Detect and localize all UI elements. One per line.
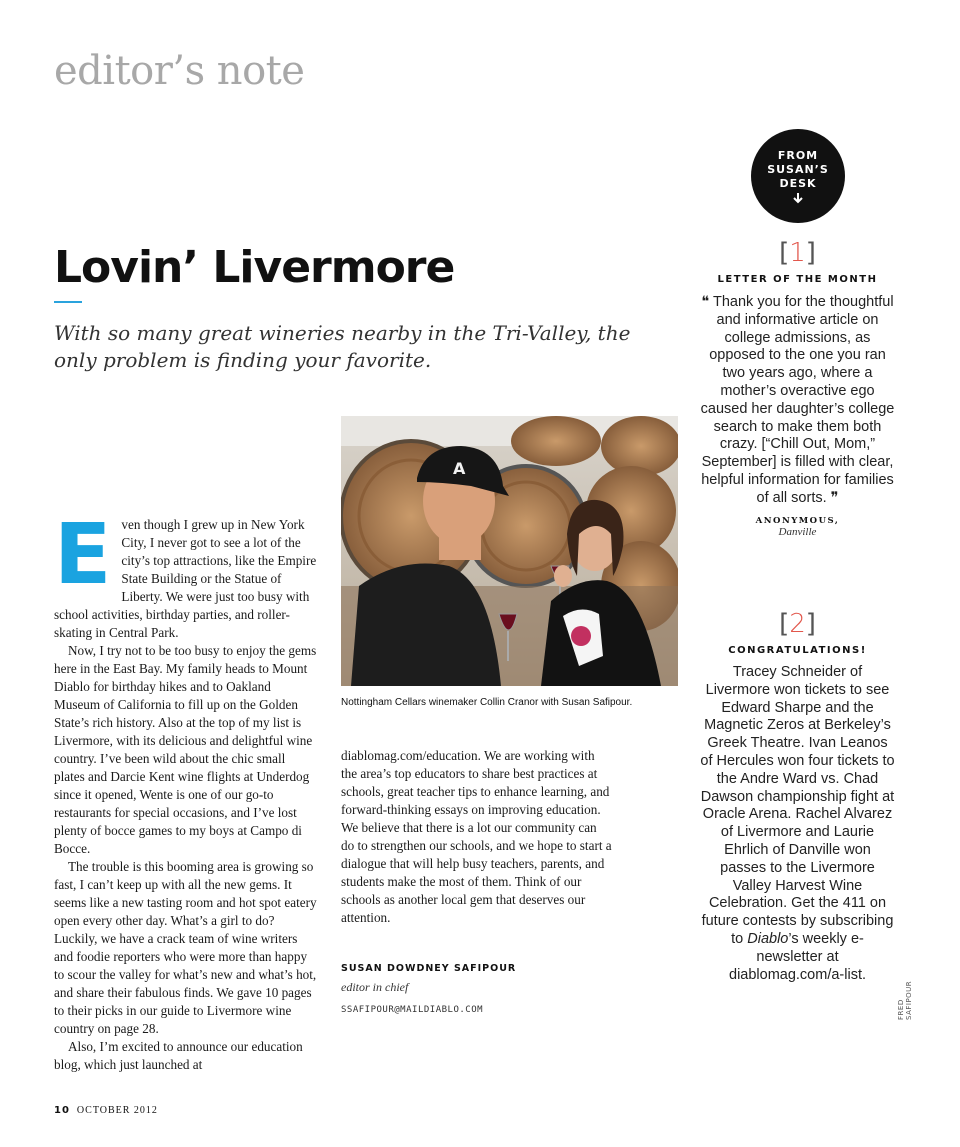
letter-heading: LETTER OF THE MONTH — [717, 274, 878, 285]
photo-illustration — [341, 416, 678, 686]
page-title: Lovin’ Livermore — [54, 242, 455, 293]
issue-date: OCTOBER 2012 — [76, 1105, 158, 1116]
item-number-1: [1] — [779, 238, 816, 268]
item-number-2: [2] — [779, 609, 816, 639]
photo-credit: FRED SAFIPOUR — [897, 980, 913, 1020]
paragraph-1 — [54, 505, 318, 642]
sidebar-item-1 — [700, 238, 895, 538]
paragraph-3: The trouble is this booming area is growing so fast, I can’t keep up with all the new gems. It seems like a new tasting room and hot spot eatery open every other day. What’s a girl to do? Luckily, we have a crack team of wine writers and foodie reporters who were more than happy to scour the valley for what’s new and what’s hot, and share their fabulous finds. We gave 10 pages to their picks in our guide to Livermore wine country on page 28. — [54, 859, 317, 1036]
from-desk-badge — [751, 129, 845, 223]
signature-email: SSAFIPOUR@MAILDIABLO.COM — [341, 1005, 484, 1015]
title-rule — [54, 301, 82, 303]
arrow-down-icon — [792, 192, 804, 204]
badge-line-1: FROM — [777, 149, 819, 162]
section-label: editor’s note — [54, 48, 305, 94]
signature-title: editor in chief — [341, 980, 409, 994]
paragraph-2: Now, I try not to be too busy to enjoy the gems here in the East Bay. My family heads to Mount Diablo for birthday hikes and to Oakland Museum of California to fill up on the Golden State’s rich history. Also at the top of my list is Livermore, with its delicious and delightful wine country. I’ve been wild about the chic small plates and Darcie Kent wine flights at Underdog since it opened, Wente is one of our go-to restaurants for special occasions, and I’ve lost plenty of bocce games to my boys at Campo di Bocce. — [54, 643, 317, 856]
article-column-2 — [341, 747, 613, 927]
drop-cap: E — [54, 505, 112, 603]
congrats-text: Tracey Schneider of Livermore won tickets to see Edward Sharpe and the Magnetic Zeros at Berkeley’s Greek Theatre. Ivan Leanos of Hercules won four tickets to the Andre Ward vs. Chad Dawson championship fight at Oracle Arena. Rachel Alvarez of Livermore and Laurie Ehrlich of Danville won passes to the Livermore Valley Harvest Wine Celebration. Get the 411 on future contests by subscribing to Diablo’s weekly e-newsletter at diablomag.com/a-list. — [700, 664, 895, 983]
sidebar-item-2 — [700, 609, 895, 984]
badge-line-2: SUSAN’S — [767, 163, 829, 176]
congrats-heading: CONGRATULATIONS! — [728, 645, 867, 656]
paragraph-4-continued: diablomag.com/education. We are working with the area’s top educators to share best practices at schools, great teacher tips to enhance learning, and forward-thinking essays on improving education. We believe that there is a lot our community can do to strengthen our schools, and we hope to start a dialogue that will help busy teachers, parents, and students make the most of them. Think of our schools as another local gem that deserves our attention. — [341, 748, 612, 925]
signature-name: SUSAN DOWDNEY SAFIPOUR — [341, 963, 517, 974]
svg-text:A: A — [453, 459, 466, 478]
letter-location: Danville — [778, 525, 817, 538]
badge-line-3: DESK — [779, 177, 817, 190]
paragraph-1-text: ven though I grew up in New York City, I never got to see a lot of the city’s top attractions, like the Empire State Building or the Statue of Liberty. We were just too busy with school activities, birthday parties, and roller-skating in Central Park. — [54, 517, 317, 640]
article-photo — [341, 416, 678, 686]
paragraph-4: Also, I’m excited to announce our education blog, which just launched at — [54, 1039, 303, 1072]
letter-author: ANONYMOUS, — [755, 515, 840, 526]
page-folio — [54, 1105, 158, 1116]
page-number: 10 — [54, 1105, 70, 1116]
article-column-1 — [54, 505, 318, 1074]
photo-caption: Nottingham Cellars winemaker Collin Cranor with Susan Safipour. — [341, 697, 633, 708]
letter-quote: ❝ Thank you for the thoughtful and informative article on college admissions, as opposed to the one you ran two years ago, where a mother’s overactive ego caused her daughter’s college search to make them both crazy. [“Chill Out, Mom,” September] is filled with clear, helpful information for families of all sorts. ❞ — [700, 294, 895, 506]
dek: With so many great wineries nearby in the Tri-Valley, the only problem is finding your favorite. — [54, 321, 631, 372]
